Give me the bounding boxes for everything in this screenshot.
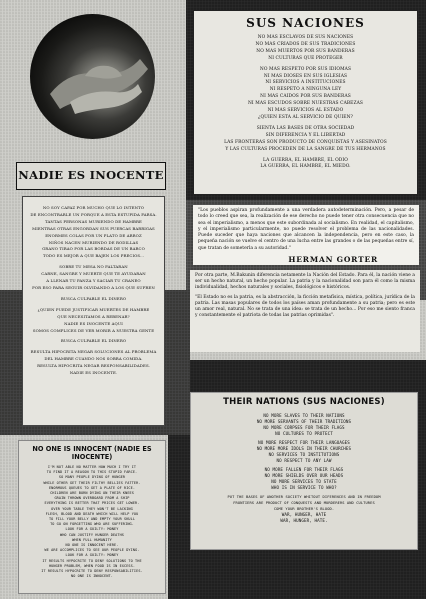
text-line: NADIE ES INOCENTE AQUI	[64, 320, 123, 326]
text-line: WAR, HUNGER, HATE	[281, 512, 327, 517]
text-line: NI SERVICIOS A INSTITUCIONES	[265, 80, 346, 86]
text-line: DE ENCONTRARLE UN PORQUE A ESTA ESTUPIDA FARSA.	[30, 211, 157, 217]
text-line: A LLENAR TU PANZA Y SACIAR TU CRANEO	[46, 278, 141, 284]
text-line: TO GO ON FORGETTING WHO ARE SUFFERING.	[50, 522, 134, 527]
text-line: LA GUERRA, EL HAMBRE, EL MIEDO.	[260, 164, 351, 170]
text-line: OVER YOUR TABLE THEY WON'T BE LACKING	[51, 506, 133, 511]
text-line: LOOK FOR A GUILTY: MONEY	[65, 553, 119, 558]
text-line: NO MORE SLAVES TO THEIR NATIONS	[263, 413, 345, 418]
no-one-lines	[19, 465, 165, 579]
text-line: NO RESPECT TO ANY LAW	[276, 458, 332, 463]
text-line: RESULTA HIPOCRITA NEGAR SOLUCIONES AL PROBLEMA	[30, 349, 157, 355]
text-line: NO MAS CRIADOS DE SUS TRADICIONES	[255, 41, 356, 47]
text-line: NO MORE SHIELDS OVER OUR HEADS	[264, 473, 344, 478]
text-line: PUT THE BASES OF ANOTHER SOCIETY WHITOUT DIFERENCES AND IN FREEDOM	[227, 495, 381, 499]
text-line: LAS FRONTERAS SON PRODUCTO DE CONQUISTAS Y ASESINATOS	[224, 139, 387, 145]
text-line: EVERYTHING IS BETTER THAT PRICES GET LOWER.	[44, 501, 140, 506]
text-line: LOOK FOR A GUILTY: MONEY	[65, 527, 119, 532]
no-one-title-line-2: INOCENTE)	[71, 453, 113, 461]
text-line: WE ARE ACCOMPLICES TO SEE OUR PEOPLE DYING.	[44, 548, 140, 553]
text-line: WHO IS IN SERVICE TO WHO?	[271, 485, 337, 490]
text-line: Y LAS CULTURAS PROCEDEN DE LA SANGRE DE TUS HERMANOS	[225, 146, 386, 152]
text-line: NADIE ES INOCENTE.	[69, 370, 118, 376]
text-line: NI RESPETO A NINGUNA LEY	[269, 87, 342, 93]
hands-photo	[30, 14, 155, 139]
bakunin-panel	[190, 270, 420, 352]
nadie-title-panel	[16, 162, 166, 190]
text-line: NIÑOS NACEN MURIENDO DE RODILLAS	[48, 239, 139, 245]
text-line: QUE NECESITAMOS A REBENAR?	[57, 313, 130, 319]
nadie-body-panel	[22, 196, 165, 426]
their-nations-title: THEIR NATIONS (SUS NACIONES)	[223, 397, 385, 407]
no-one-title-line-1: NO ONE IS INNOCENT (NADIE ES	[32, 445, 152, 453]
hands-illustration	[30, 14, 155, 139]
text-line: NO MORE FALLEN FOR THEIR FLAGS	[264, 467, 344, 472]
text-line: NI MAS ESCUDOS SOBRE NUESTRAS CABEZAS	[247, 101, 364, 107]
sus-naciones-title: SUS NACIONES	[246, 16, 365, 30]
text-line: WAR, HUNGER, HATE.	[280, 518, 328, 523]
text-line: NO ONE IS INNOCENT HERE.	[65, 543, 119, 548]
text-line: SIENTA LAS BASES DE OTRA SOCIEDAD	[256, 125, 355, 131]
text-line: WHILE OTHER GET THEIR FILTHY BELLIES FATTER.	[43, 480, 141, 485]
text-line: NO MAS ESCLAVOS DE SUS NACIONES	[257, 35, 354, 40]
text-line: NO MORE CORPSES FOR THEIR FLAGS	[263, 425, 345, 430]
text-line: TO FILL YOUR BELLY AND EMPTY YOUR SKULL	[48, 517, 136, 522]
text-line: NI CULTURAS QUE PROTEGER	[268, 55, 343, 61]
text-line: NI MAS DIOSES EN SUS IGLESIAS	[263, 73, 348, 79]
text-line: WHEN FULL HUMANITY	[72, 537, 112, 542]
text-line: BUSCA CULPABLE EL DINERO	[60, 295, 127, 301]
text-line: HUNGER PROBLEM, WHEN FOOD IS IN EXCESS.	[48, 563, 136, 568]
text-line: ¿QUIEN PUEDE JUSTIFICAR MUERTES DE HAMBRE	[37, 306, 150, 312]
bakunin-paragraph-2: "El Estado no es la patria, es la abstracción, la ficción metafísica, mística, política, jurídica de la patria. Las masas populares de todos los países aman profundamente a su patria; pero es este un amor real, natural. No se trata de una idea: se trata de un hecho... Por eso me siento franca y constantemente el patriota de todas las patrias oprimidas".	[195, 294, 415, 319]
text-line: BUSCA CULPABLE EL DINERO	[60, 338, 127, 344]
text-line: IT RESULTS HYPOCRITE TO DENY SOLUTIONS TO THE	[42, 558, 142, 563]
text-line: FLESH, BLOOD AND DEATH WHICH WILL HELP YOU	[45, 511, 139, 516]
text-line: WHO CAN JUSTIFY HUNGER DEATHS	[59, 532, 124, 537]
text-line: DEL HAMBRE CUANDO NOS SOBRA COMIDA.	[44, 356, 143, 362]
text-line: ¿QUIEN ESTA AL SERVICIO DE QUIEN?	[258, 114, 353, 120]
text-line: I'M NOT ABLE NO MATTER HOW MUCH I TRY IT	[47, 465, 137, 469]
text-line: TANTAS PERSONAS MURIENDO DE HAMBRE	[45, 218, 142, 224]
text-line: FRONTIERS ARE PRODUCT OF CONQUESTS AND MURDERERS AND CULTURES	[233, 501, 375, 505]
text-line: NO ONE IS INNOCENT.	[71, 574, 113, 579]
text-line: NO MAS MUERTOS POR SUS BANDERAS	[256, 48, 355, 54]
text-line: SIN DIFERENCIA Y EL LIBERTAD	[265, 132, 346, 138]
text-line: SO MANY PEOPLE DYING OF HUNGER	[58, 475, 126, 480]
their-nations-lines	[191, 413, 417, 524]
text-line: NO MORE SERVANTS OF THEIR TRADITIONS	[256, 419, 352, 424]
text-line: NO MORE SERVICES TO STATE	[271, 479, 337, 484]
text-line: SOBRE TU MESA NO FALTARAN	[59, 264, 128, 270]
text-line: CHILDREN ARE BORN DYING ON THEIR KNEES	[50, 491, 134, 496]
text-line: GRANO TIRAO POR LAS BORDAS DE UN BARCO	[42, 246, 145, 252]
gorter-quote-panel	[193, 205, 419, 265]
text-line: RESULTA HIPOCRITA NEGAR RESPONSABILIDADES.	[37, 363, 150, 369]
text-line: MIENTRAS OTRAS ENGORDAN SUS PUERCAS BARRIGAS	[32, 225, 155, 231]
text-line: NI MAS CAIDOS POR SUS BANDERAS	[260, 94, 351, 100]
gorter-quote-text: "Los pueblos aspiran profundamente a una verdadera autodeterminación. Pero, a pesar de todo lo creed que sea, la realización de ese derecho no puede tener otra consecuencia que no sea el imperialismo, a menos que este subordinada al socialismo. En realidad, el capitalismo, y el imperialismo particularmente, no puede resolver el problema de las nacionalidades. Puede suceder que haya naciones que alcancen la independencia, pero en este caso, la pequeña nación se vuelve el centro de una lucha entre las grandes o de las pequeñas entre sí, que tratan de someterla a su autoridad."	[198, 208, 414, 251]
text-line: NO MORE MORE IDOLS IN THEIR CHURCHES	[256, 446, 352, 451]
sus-naciones-lines	[194, 35, 417, 171]
nadie-lines	[23, 205, 164, 377]
text-line: NO SOY CAPAZ POR MUCHO QUE LO INTENTO	[42, 205, 145, 210]
gorter-author: HERMAN GORTER	[285, 255, 381, 264]
nadie-title: NADIE ES INOCENTE	[18, 168, 164, 182]
text-line: POR ESO PARA SEGUIR OLVIDANDO A LOS QUE SUFREN	[32, 284, 155, 290]
bakunin-paragraph-1: Por otra parte, M.Bakunin diferencia netamente la Nación del Estado. Para él, la nación viene a ser un hecho natural, un hecho popular. La patria y la nacionalidad son para él como la misma individualidad, hechos naturales y sociales, fisiológicos e históricos.	[195, 273, 415, 291]
sus-naciones-panel	[193, 10, 418, 195]
text-line: NO MAS RESPETO POR SUS IDIOMAS	[259, 66, 352, 72]
text-line: ENORMOUS QUEUES TO GET A PLATE OF RICE.	[48, 485, 136, 490]
text-line: LA GUERRA, EL HAMBRE, EL ODIO	[263, 157, 348, 163]
text-line: IT RESULTS HYPOCRITE TO DENY RESPONSABILITIES.	[41, 569, 143, 574]
text-line: CARNE, SANGRE Y MUERTE QUE TE AYUDARAN	[41, 271, 146, 277]
text-line: GRAIN THROWN OVERBOARD FROM A SHIP	[54, 496, 130, 501]
no-one-panel	[18, 440, 166, 594]
text-line: TO FIND IT A REASON TO THIS STUPID FARCE.	[46, 470, 138, 475]
text-line: NI MAS SERVICIOS AL ESTADO	[267, 108, 344, 114]
text-line: ENORMES COLAS POR UN PLATO DE ARROZ	[45, 232, 142, 238]
text-line: NO SERVICES TO INSTITUTIONS	[268, 452, 340, 457]
text-line: SOMOS COMPLICES DE VER MORIR A NUESTRA GENTE	[32, 327, 155, 333]
text-line: TODO ES MEJOR A QUE BAJEN LOS PRECIOS...	[42, 253, 145, 259]
text-line: COME YOUR BROTHER'S BLOOD.	[273, 507, 335, 511]
text-line: NO CULTURES TO PROTECT	[275, 431, 333, 436]
their-nations-panel	[190, 392, 418, 550]
text-line: NO MORE RESPECT FOR THEIR LANGUAGES	[258, 440, 350, 445]
